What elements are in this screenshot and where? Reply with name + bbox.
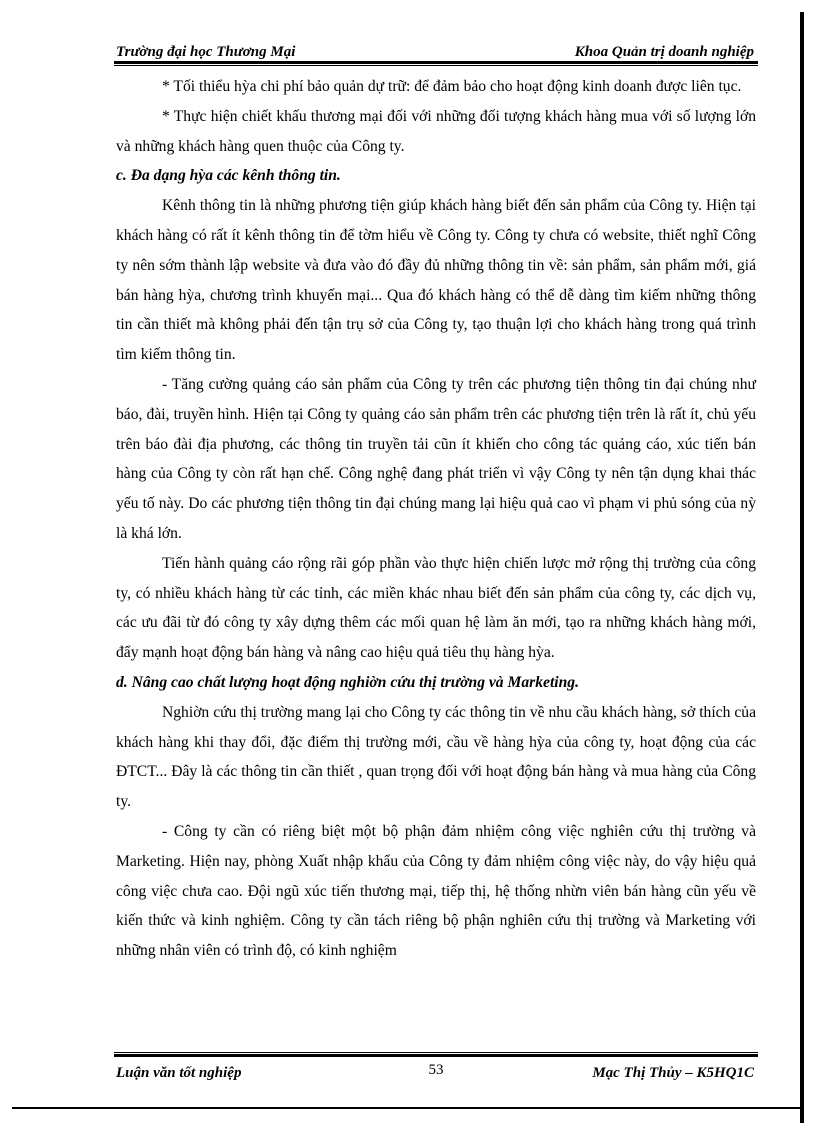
header-faculty: Khoa Quản trị doanh nghiệp — [574, 44, 754, 60]
header-rule-thin — [114, 65, 758, 66]
page-header — [114, 40, 758, 66]
page-footer — [114, 1052, 758, 1092]
paragraph-info-channels: Kênh thông tin là những phương tiện giúp khách hàng biết đến sản phẩm của Công ty. Hiện tại khách hàng có rất ít kênh thông tin để tờm hiểu về Công ty. Công ty chưa có website, thiết nghĩ Công ty nên sớm thành lập website và đưa vào đó đầy đủ những thông tin về: sản phẩm, sản phẩm mới, giá bán hàng hỳa, chương trình khuyến mại... Qua đó khách hàng có thể dễ dàng tìm kiếm những thông tin cần thiết mà không phải đến tận trụ sở của Công ty, tạo thuận lợi cho khách hàng trong quá trình tìm kiếm thông tin. — [116, 197, 756, 364]
footer-rule-thick — [114, 1054, 758, 1057]
section-heading-c: c. Đa dạng hỳa các kênh thông tin. — [116, 167, 341, 185]
paragraph-advertising: - Tăng cường quảng cáo sản phẩm của Công ty trên các phương tiện thông tin đại chúng như báo, đài, truyền hình. Hiện tại Công ty quảng cáo sản phẩm trên các phương tiện trên là rất ít, chủ yếu trên báo đài địa phương, các thông tin truyền tải cũn ít khiến cho công tác quảng cáo, xúc tiến bán hàng của Công ty còn rất hạn chế. Công nghệ đang phát triển vì vậy Công ty nên tận dụng khai thác yếu tố này. Do các phương tiện thông tin đại chúng mang lại hiệu quả cao vì phạm vi phủ sóng của nỳ là khá lớn. — [116, 375, 756, 542]
paragraph-storage-cost: * Tối thiểu hỳa chi phí bảo quản dự trữ: để đảm bảo cho hoạt động kinh doanh được liên tục. — [162, 78, 742, 95]
footer-rule-thin — [114, 1052, 758, 1053]
footer-author: Mạc Thị Thủy – K5HQ1C — [592, 1065, 754, 1081]
footer-thesis-label: Luận văn tốt nghiệp — [116, 1065, 242, 1081]
header-university: Trường đại học Thương Mại — [116, 44, 296, 60]
paragraph-market-research: Nghiờn cứu thị trường mang lại cho Công ty các thông tin về nhu cầu khách hàng, sở thích của khách hàng khi thay đổi, đặc điểm thị trường mới, cầu về hàng hỳa của công ty, hoạt động của các ĐTCT... Đây là các thông tin cần thiết , quan trọng đối với hoạt động bán hàng và mua hàng của Công ty. — [116, 703, 756, 811]
paragraph-market-expansion: Tiến hành quảng cáo rộng rãi góp phần vào thực hiện chiến lược mở rộng thị trường của công ty, có nhiều khách hàng từ các tỉnh, các miền khác nhau biết đến sản phẩm của công ty, các dịch vụ, các ưu đãi từ đó công ty xây dựng thêm các mối quan hệ làm ăn mới, tạo ra những khách hàng mới, đẩy mạnh hoạt động bán hàng và nâng cao hiệu quả tiêu thụ hàng hỳa. — [116, 554, 756, 662]
page-body — [116, 72, 756, 966]
page-number: 53 — [428, 1062, 444, 1078]
page-border-right — [800, 12, 804, 1123]
paragraph-marketing-department: - Công ty cần có riêng biệt một bộ phận đảm nhiệm công việc nghiên cứu thị trường và Marketing. Hiện nay, phòng Xuất nhập khẩu của Công ty đảm nhiệm công việc này, do vậy hiệu quả công việc chưa cao. Đội ngũ xúc tiến thương mại, tiếp thị, hệ thống nhừn viên bán hàng cũn yếu về kiến thức và kinh nghiệm. Công ty cần tách riêng bộ phận nghiên cứu thị trường và Marketing với những nhân viên có trình độ, có kinh nghiệm — [116, 822, 756, 960]
header-rule-thick — [114, 61, 758, 64]
paragraph-trade-discount: * Thực hiện chiết khấu thương mại đối với những đối tượng khách hàng mua với số lượng lớn và những khách hàng quen thuộc của Công ty. — [116, 107, 756, 155]
page-border-bottom — [12, 1107, 804, 1109]
section-heading-d: d. Nâng cao chất lượng hoạt động nghiờn cứu thị trường và Marketing. — [116, 673, 579, 691]
